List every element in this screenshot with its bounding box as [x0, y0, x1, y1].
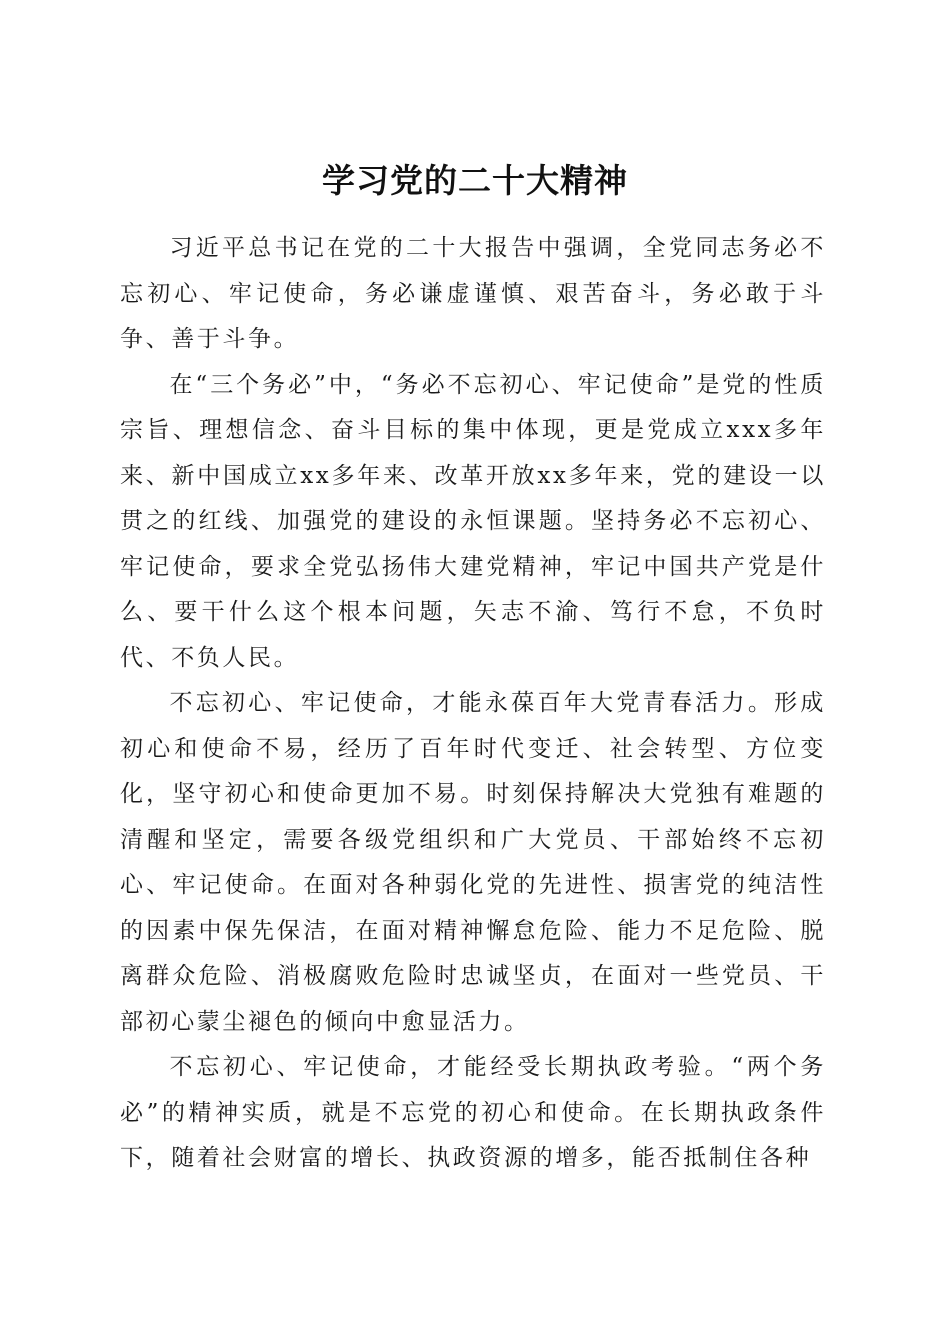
document-body: [120, 226, 826, 1182]
paragraph-4: 不忘初心、牢记使命，才能经受长期执政考验。“两个务必”的精神实质，就是不忘党的初心和使命。在长期执政条件下，随着社会财富的增长、执政资源的增多，能否抵制住各种: [120, 1054, 826, 1171]
document-title: 学习党的二十大精神: [322, 161, 628, 201]
paragraph-1: 习近平总书记在党的二十大报告中强调，全党同志务必不忘初心、牢记使命，务必谦虚谨慎、艰苦奋斗，务必敢于斗争、善于斗争。: [120, 235, 826, 352]
paragraph-3: 不忘初心、牢记使命，才能永葆百年大党青春活力。形成初心和使命不易，经历了百年时代变迁、社会转型、方位变化，坚守初心和使命更加不易。时刻保持解决大党独有难题的清醒和坚定，需要各级党组织和广大党员、干部始终不忘初心、牢记使命。在面对各种弱化党的先进性、损害党的纯洁性的因素中保先保洁，在面对精神懈怠危险、能力不足危险、脱离群众危险、消极腐败危险时忠诚坚贞，在面对一些党员、干部初心蒙尘褪色的倾向中愈显活力。: [120, 690, 826, 1035]
paragraph-2: 在“三个务必”中，“务必不忘初心、牢记使命”是党的性质宗旨、理想信念、奋斗目标的集中体现，更是党成立xxx多年来、新中国成立xx多年来、改革开放xx多年来，党的建设一以贯之的红线、加强党的建设的永恒课题。坚持务必不忘初心、牢记使命，要求全党弘扬伟大建党精神，牢记中国共产党是什么、要干什么这个根本问题，矢志不渝、笃行不怠，不负时代、不负人民。: [120, 371, 826, 671]
